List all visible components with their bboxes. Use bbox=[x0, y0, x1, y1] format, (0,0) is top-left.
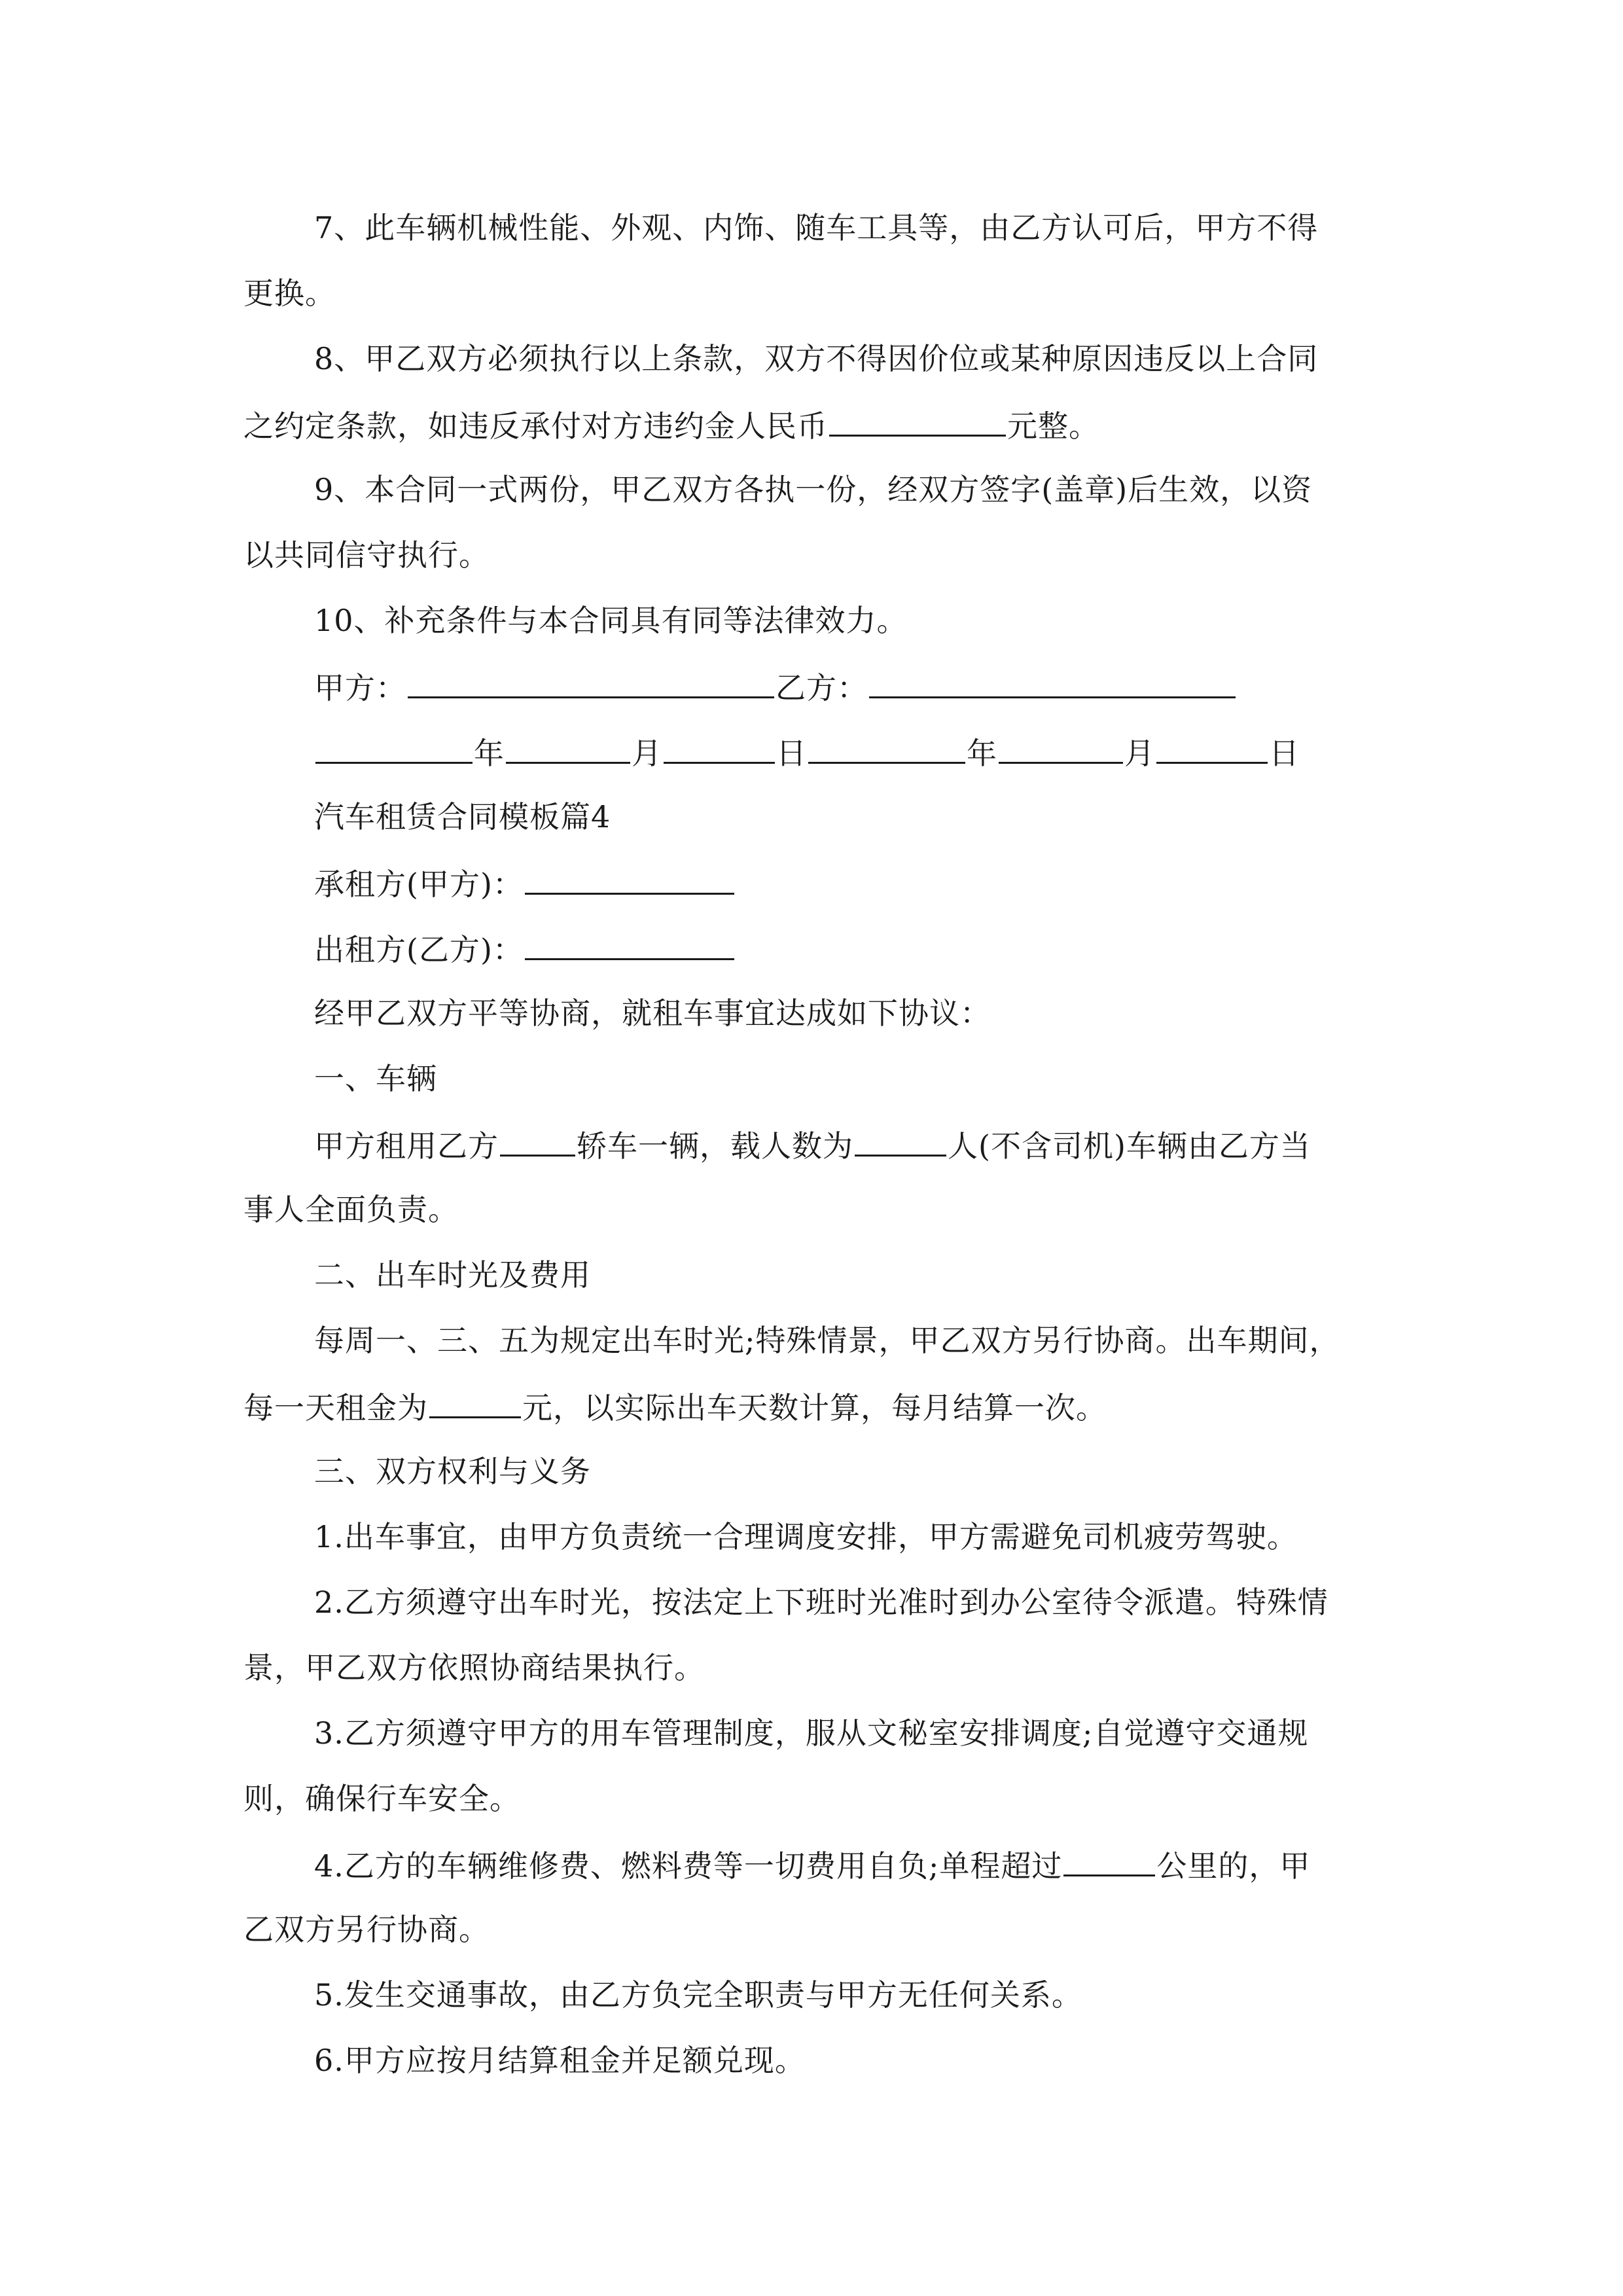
clause-8-text-cont: 之约定条款，如违反承付对方违约金人民币 bbox=[243, 408, 828, 444]
rights-item-2-text: 2.乙方须遵守出车时光，按法定上下班时光准时到办公室待令派遣。特殊情 bbox=[314, 1585, 1329, 1620]
month-label: 月 bbox=[632, 736, 662, 771]
lessee-line bbox=[314, 863, 736, 902]
penalty-amount-blank[interactable] bbox=[829, 404, 1006, 437]
car-model-blank[interactable] bbox=[500, 1124, 575, 1157]
vehicle-line-2 bbox=[243, 1190, 459, 1229]
day-label: 日 bbox=[776, 736, 807, 771]
clause-8-text: 8、甲乙双方必须执行以上条款，双方不得因价位或某种原因违反以上合同 bbox=[314, 341, 1319, 376]
rights-item-2-line-2 bbox=[243, 1648, 705, 1687]
party-b-month-blank[interactable] bbox=[999, 732, 1123, 764]
party-a-month-blank[interactable] bbox=[506, 732, 630, 764]
lessor-blank[interactable] bbox=[525, 928, 734, 960]
party-b-year-blank[interactable] bbox=[808, 732, 965, 764]
year-label: 年 bbox=[474, 736, 505, 771]
fees-line-2 bbox=[243, 1386, 1107, 1426]
date-line bbox=[314, 732, 1300, 771]
clause-8-line-2 bbox=[243, 404, 1099, 444]
clause-9-text: 9、本合同一式两份，甲乙双方各执一份，经双方签字(盖章)后生效，以资 bbox=[314, 472, 1313, 507]
clause-7-line-1 bbox=[314, 208, 1318, 247]
clause-7-text: 7、此车辆机械性能、外观、内饰、随车工具等，由乙方认可后，甲方不得 bbox=[314, 210, 1319, 245]
clause-7-text-cont: 更换。 bbox=[243, 276, 336, 311]
rights-item-3-line-2 bbox=[243, 1779, 520, 1818]
party-b-day-blank[interactable] bbox=[1156, 732, 1268, 764]
vehicle-text-a: 甲方租用乙方 bbox=[314, 1128, 499, 1164]
rights-item-3-text: 3.乙方须遵守甲方的用车管理制度，服从文秘室安排调度;自觉遵守交通规 bbox=[314, 1715, 1309, 1751]
rights-item-2-text-cont: 景，甲乙双方依照协商结果执行。 bbox=[243, 1650, 705, 1685]
party-a-day-blank[interactable] bbox=[664, 732, 775, 764]
year-label: 年 bbox=[967, 736, 997, 771]
rights-item-5-text: 5.发生交通事故，由乙方负完全职责与甲方无任何关系。 bbox=[314, 1977, 1082, 2013]
rights-item-4-line-2 bbox=[243, 1910, 490, 1949]
rights-item-1-text: 1.出车事宜，由甲方负责统一合理调度安排，甲方需避免司机疲劳驾驶。 bbox=[314, 1519, 1298, 1554]
clause-10-text: 10、补充条件与本合同具有同等法律效力。 bbox=[314, 603, 908, 638]
rights-item-6 bbox=[314, 2041, 806, 2080]
party-b-label: 乙方： bbox=[776, 670, 868, 706]
heading-vehicle bbox=[314, 1059, 437, 1098]
clause-9-text-cont: 以共同信守执行。 bbox=[243, 537, 490, 573]
daily-rent-blank[interactable] bbox=[429, 1386, 521, 1418]
rights-item-3-line-1 bbox=[314, 1713, 1308, 1753]
heading-time-fees bbox=[314, 1255, 591, 1295]
vehicle-line-1 bbox=[314, 1124, 1311, 1164]
day-label: 日 bbox=[1269, 736, 1300, 771]
fees-text-c: 元，以实际出车天数计算，每月结算一次。 bbox=[522, 1390, 1107, 1426]
clause-9-line-1 bbox=[314, 470, 1312, 509]
heading-vehicle-text: 一、车辆 bbox=[314, 1061, 437, 1096]
rights-item-3-text-cont: 则，确保行车安全。 bbox=[243, 1781, 520, 1816]
heading-rights-text: 三、双方权利与义务 bbox=[314, 1454, 591, 1489]
lessee-label: 承租方(甲方)： bbox=[314, 867, 524, 902]
party-a-label: 甲方： bbox=[314, 670, 406, 706]
clause-10-line bbox=[314, 601, 908, 640]
fees-text-a: 每周一、三、五为规定出车时光;特殊情景，甲乙双方另行协商。出车期间， bbox=[314, 1323, 1340, 1358]
vehicle-text-c: 人(不含司机)车辆由乙方当 bbox=[948, 1128, 1311, 1164]
intro-text: 经甲乙双方平等协商，就租车事宜达成如下协议： bbox=[314, 996, 991, 1031]
party-a-year-blank[interactable] bbox=[315, 732, 473, 764]
rights-item-4-text-cont: 乙双方另行协商。 bbox=[243, 1912, 490, 1947]
month-label: 月 bbox=[1124, 736, 1155, 771]
rights-item-5 bbox=[314, 1975, 1082, 2015]
clause-8-line-1 bbox=[314, 339, 1318, 378]
fees-text-b: 每一天租金为 bbox=[243, 1390, 428, 1426]
rights-item-6-text: 6.甲方应按月结算租金并足额兑现。 bbox=[314, 2043, 806, 2078]
distance-limit-blank[interactable] bbox=[1063, 1844, 1155, 1876]
intro-line bbox=[314, 994, 991, 1033]
fees-line-1 bbox=[314, 1321, 1340, 1360]
heading-time-fees-text: 二、出车时光及费用 bbox=[314, 1257, 591, 1293]
clause-8-unit: 元整。 bbox=[1007, 408, 1099, 444]
party-b-signature-blank[interactable] bbox=[869, 666, 1236, 698]
rights-item-1 bbox=[314, 1517, 1298, 1556]
rights-item-2-line-1 bbox=[314, 1583, 1329, 1622]
clause-7-line-2 bbox=[243, 274, 336, 313]
rights-item-4-text-b: 公里的，甲 bbox=[1156, 1848, 1311, 1884]
lessee-blank[interactable] bbox=[525, 863, 734, 895]
section-title bbox=[314, 797, 611, 836]
lessor-line bbox=[314, 928, 736, 967]
vehicle-text-d: 事人全面负责。 bbox=[243, 1192, 459, 1227]
rights-item-4-text: 4.乙方的车辆维修费、燃料费等一切费用自负;单程超过 bbox=[314, 1848, 1063, 1884]
vehicle-text-b: 轿车一辆，载人数为 bbox=[577, 1128, 853, 1164]
passenger-count-blank[interactable] bbox=[855, 1124, 946, 1157]
clause-9-line-2 bbox=[243, 535, 490, 575]
heading-rights bbox=[314, 1452, 591, 1491]
section-title-text: 汽车租赁合同模板篇4 bbox=[314, 799, 611, 834]
signature-line bbox=[314, 666, 1237, 706]
lessor-label: 出租方(乙方)： bbox=[314, 932, 524, 967]
rights-item-4-line-1 bbox=[314, 1844, 1310, 1884]
party-a-signature-blank[interactable] bbox=[408, 666, 774, 698]
